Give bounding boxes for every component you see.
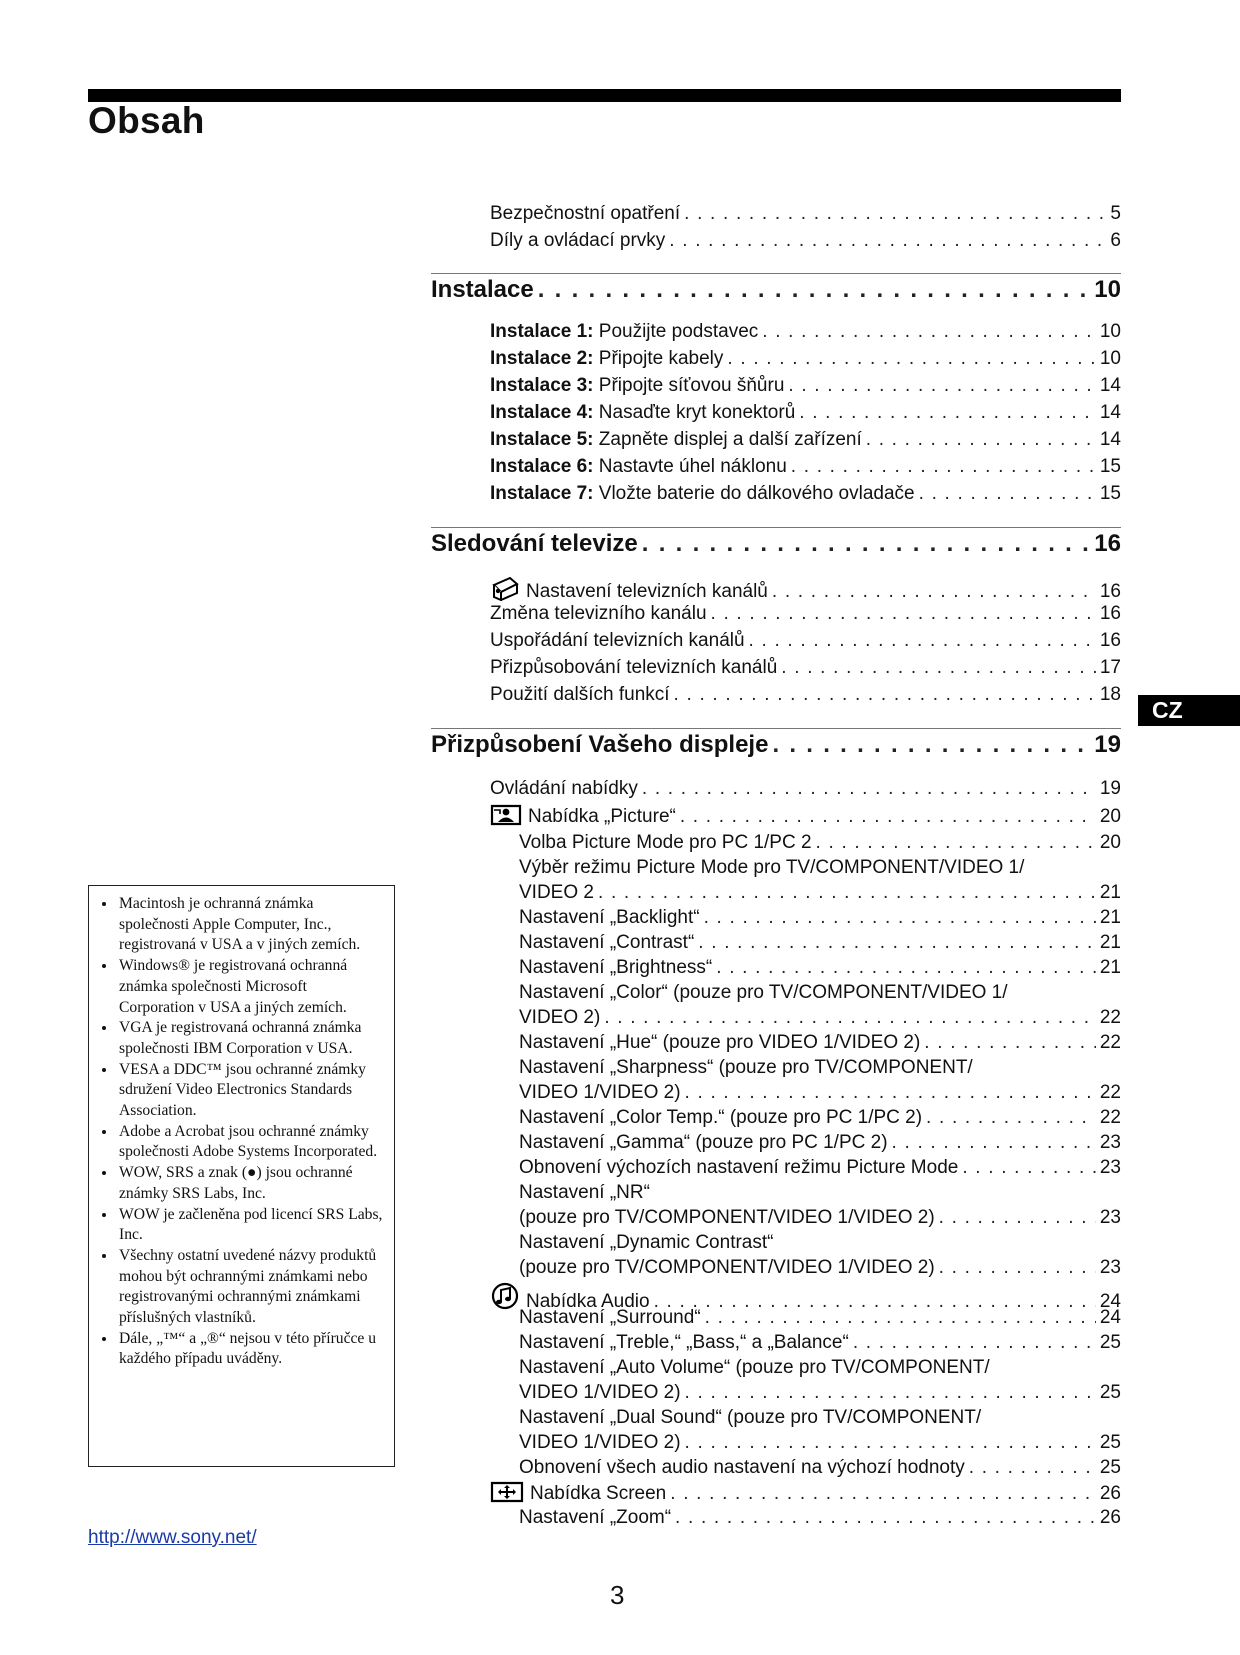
section-divider	[431, 728, 1121, 729]
list-item: • VESA a DDC™ jsou ochranné známky sdružení Video Electronics Standards Association.	[117, 1060, 384, 1122]
toc-entry[interactable]: Obnovení všech audio nastavení na výchozí hodnoty . . . 25	[519, 1456, 1121, 1480]
list-item: • Adobe a Acrobat jsou ochranné známky společnosti Adobe Systems Incorporated.	[117, 1122, 384, 1163]
toc-entry[interactable]: Instalace 2: Připojte kabely . . . 10	[490, 347, 1121, 371]
toc-entry[interactable]: Nabídka Screen . . . 26	[490, 1481, 1121, 1510]
toc-entry[interactable]: Změna televizního kanálu . . . 16	[490, 602, 1121, 626]
toc-entry[interactable]: Díly a ovládací prvky . . . 6	[490, 229, 1121, 253]
trademark-notice-box	[88, 885, 395, 1467]
list-item: • Dále, „™“ a „®“ nejsou v této příručce u každého případu uváděny.	[117, 1329, 384, 1370]
section-heading-sledovani[interactable]: Sledování televize . . . 16	[431, 529, 1121, 559]
toc-entry[interactable]: Uspořádání televizních kanálů . . . 16	[490, 629, 1121, 653]
section-divider	[431, 273, 1121, 274]
toc-entry[interactable]: Nastavení „Surround“ . . . 24	[519, 1306, 1121, 1330]
toc-entry[interactable]: Obnovení výchozích nastavení režimu Picture Mode . . . 23	[519, 1156, 1121, 1180]
list-item: • WOW, SRS a znak (●) jsou ochranné známky SRS Labs, Inc.	[117, 1163, 384, 1204]
toc-entry[interactable]: VIDEO 2 . . . 21	[519, 881, 1121, 905]
toc-entry[interactable]: Nastavení „Contrast“ . . . 21	[519, 931, 1121, 955]
sony-website-link[interactable]: http://www.sony.net/	[88, 1527, 257, 1548]
section-heading-prizpusobeni[interactable]: Přizpůsobení Vašeho displeje . . . 19	[431, 730, 1121, 760]
toc-entry[interactable]: Nastavení „Brightness“ . . . 21	[519, 956, 1121, 980]
toc-entry[interactable]: Nastavení „Zoom“ . . . 26	[519, 1506, 1121, 1530]
toc-entry[interactable]: VIDEO 2) . . . 22	[519, 1006, 1121, 1030]
toc-entry-line1[interactable]: Nastavení „Auto Volume“ (pouze pro TV/COMPONENT/	[519, 1357, 990, 1378]
toc-entry[interactable]: (pouze pro TV/COMPONENT/VIDEO 1/VIDEO 2) . . . 23	[519, 1256, 1121, 1280]
title-rule	[88, 89, 1121, 102]
toc-entry[interactable]: Nabídka Audio . . . 24	[490, 1281, 1121, 1318]
toc-entry[interactable]: VIDEO 1/VIDEO 2) . . . 25	[519, 1431, 1121, 1455]
toc-entry[interactable]: Instalace 5: Zapněte displej a další zařízení . . . 14	[490, 428, 1121, 452]
list-item: • Všechny ostatní uvedené názvy produktů mohou být ochrannými známkami nebo registrovanými ochrannými známkami příslušných vlastníků.	[117, 1246, 384, 1329]
toc-entry[interactable]: Nastavení televizních kanálů . . . 16	[490, 575, 1121, 608]
toc-entry[interactable]: Bezpečnostní opatření . . . 5	[490, 202, 1121, 226]
toc-entry[interactable]: Použití dalších funkcí . . . 18	[490, 683, 1121, 707]
audio-menu-icon	[490, 1281, 520, 1318]
list-item: • Macintosh je ochranná známka společnosti Apple Computer, Inc., registrovaná v USA a v jiných zemích.	[117, 894, 384, 956]
section-heading-instalace[interactable]: Instalace . . . 10	[431, 275, 1121, 305]
toc-entry-line1[interactable]: Výběr režimu Picture Mode pro TV/COMPONENT/VIDEO 1/	[519, 857, 1025, 878]
toc-entry-line1[interactable]: Nastavení „Dual Sound“ (pouze pro TV/COMPONENT/	[519, 1407, 982, 1428]
toc-entry[interactable]: Nastavení „Backlight“ . . . 21	[519, 906, 1121, 930]
toc-entry[interactable]: Ovládání nabídky . . . 19	[490, 777, 1121, 801]
toc-entry[interactable]: Nastavení „Hue“ (pouze pro VIDEO 1/VIDEO 2) . . . 22	[519, 1031, 1121, 1055]
toc-entry[interactable]: Instalace 7: Vložte baterie do dálkového ovladače . . . 15	[490, 482, 1121, 506]
toc-entry[interactable]: Nastavení „Color Temp.“ (pouze pro PC 1/PC 2) . . . 22	[519, 1106, 1121, 1130]
toc-entry[interactable]: Instalace 6: Nastavte úhel náklonu . . . 15	[490, 455, 1121, 479]
picture-menu-icon	[490, 804, 522, 833]
toc-entry[interactable]: Nabídka „Picture“ . . . 20	[490, 804, 1121, 833]
page-number: 3	[610, 1580, 625, 1610]
list-item: • VGA je registrovaná ochranná známka společnosti IBM Corporation v USA.	[117, 1018, 384, 1059]
toc-entry[interactable]: VIDEO 1/VIDEO 2) . . . 22	[519, 1081, 1121, 1105]
toc-entry[interactable]: Nastavení „Treble,“ „Bass,“ a „Balance“ . . . 25	[519, 1331, 1121, 1355]
toc-entry[interactable]: Instalace 4: Nasaďte kryt konektorů . . . 14	[490, 401, 1121, 425]
section-divider	[431, 527, 1121, 528]
toc-entry[interactable]: (pouze pro TV/COMPONENT/VIDEO 1/VIDEO 2) . . . 23	[519, 1206, 1121, 1230]
toc-entry-line1[interactable]: Nastavení „Sharpness“ (pouze pro TV/COMPONENT/	[519, 1057, 973, 1078]
toc-entry[interactable]: Instalace 3: Připojte síťovou šňůru . . . 14	[490, 374, 1121, 398]
toc-entry[interactable]: Přizpůsobování televizních kanálů . . . 17	[490, 656, 1121, 680]
list-item: • Windows® je registrovaná ochranná známka společnosti Microsoft Corporation v USA a jiných zemích.	[117, 956, 384, 1018]
toc-entry-line1[interactable]: Nastavení „Dynamic Contrast“	[519, 1232, 774, 1253]
page-title: Obsah	[88, 100, 205, 141]
toc-entry[interactable]: Nastavení „Gamma“ (pouze pro PC 1/PC 2) . . . 23	[519, 1131, 1121, 1155]
toc-entry-line1[interactable]: Nastavení „Color“ (pouze pro TV/COMPONENT/VIDEO 1/	[519, 982, 1008, 1003]
list-item: • WOW je začleněna pod licencí SRS Labs, Inc.	[117, 1205, 384, 1246]
language-tab: CZ	[1138, 695, 1240, 726]
toc-entry[interactable]: Instalace 1: Použijte podstavec . . . 10	[490, 320, 1121, 344]
toc-entry[interactable]: Volba Picture Mode pro PC 1/PC 2 . . . 20	[519, 831, 1121, 855]
toc-entry[interactable]: VIDEO 1/VIDEO 2) . . . 25	[519, 1381, 1121, 1405]
toc-entry-line1[interactable]: Nastavení „NR“	[519, 1182, 650, 1203]
